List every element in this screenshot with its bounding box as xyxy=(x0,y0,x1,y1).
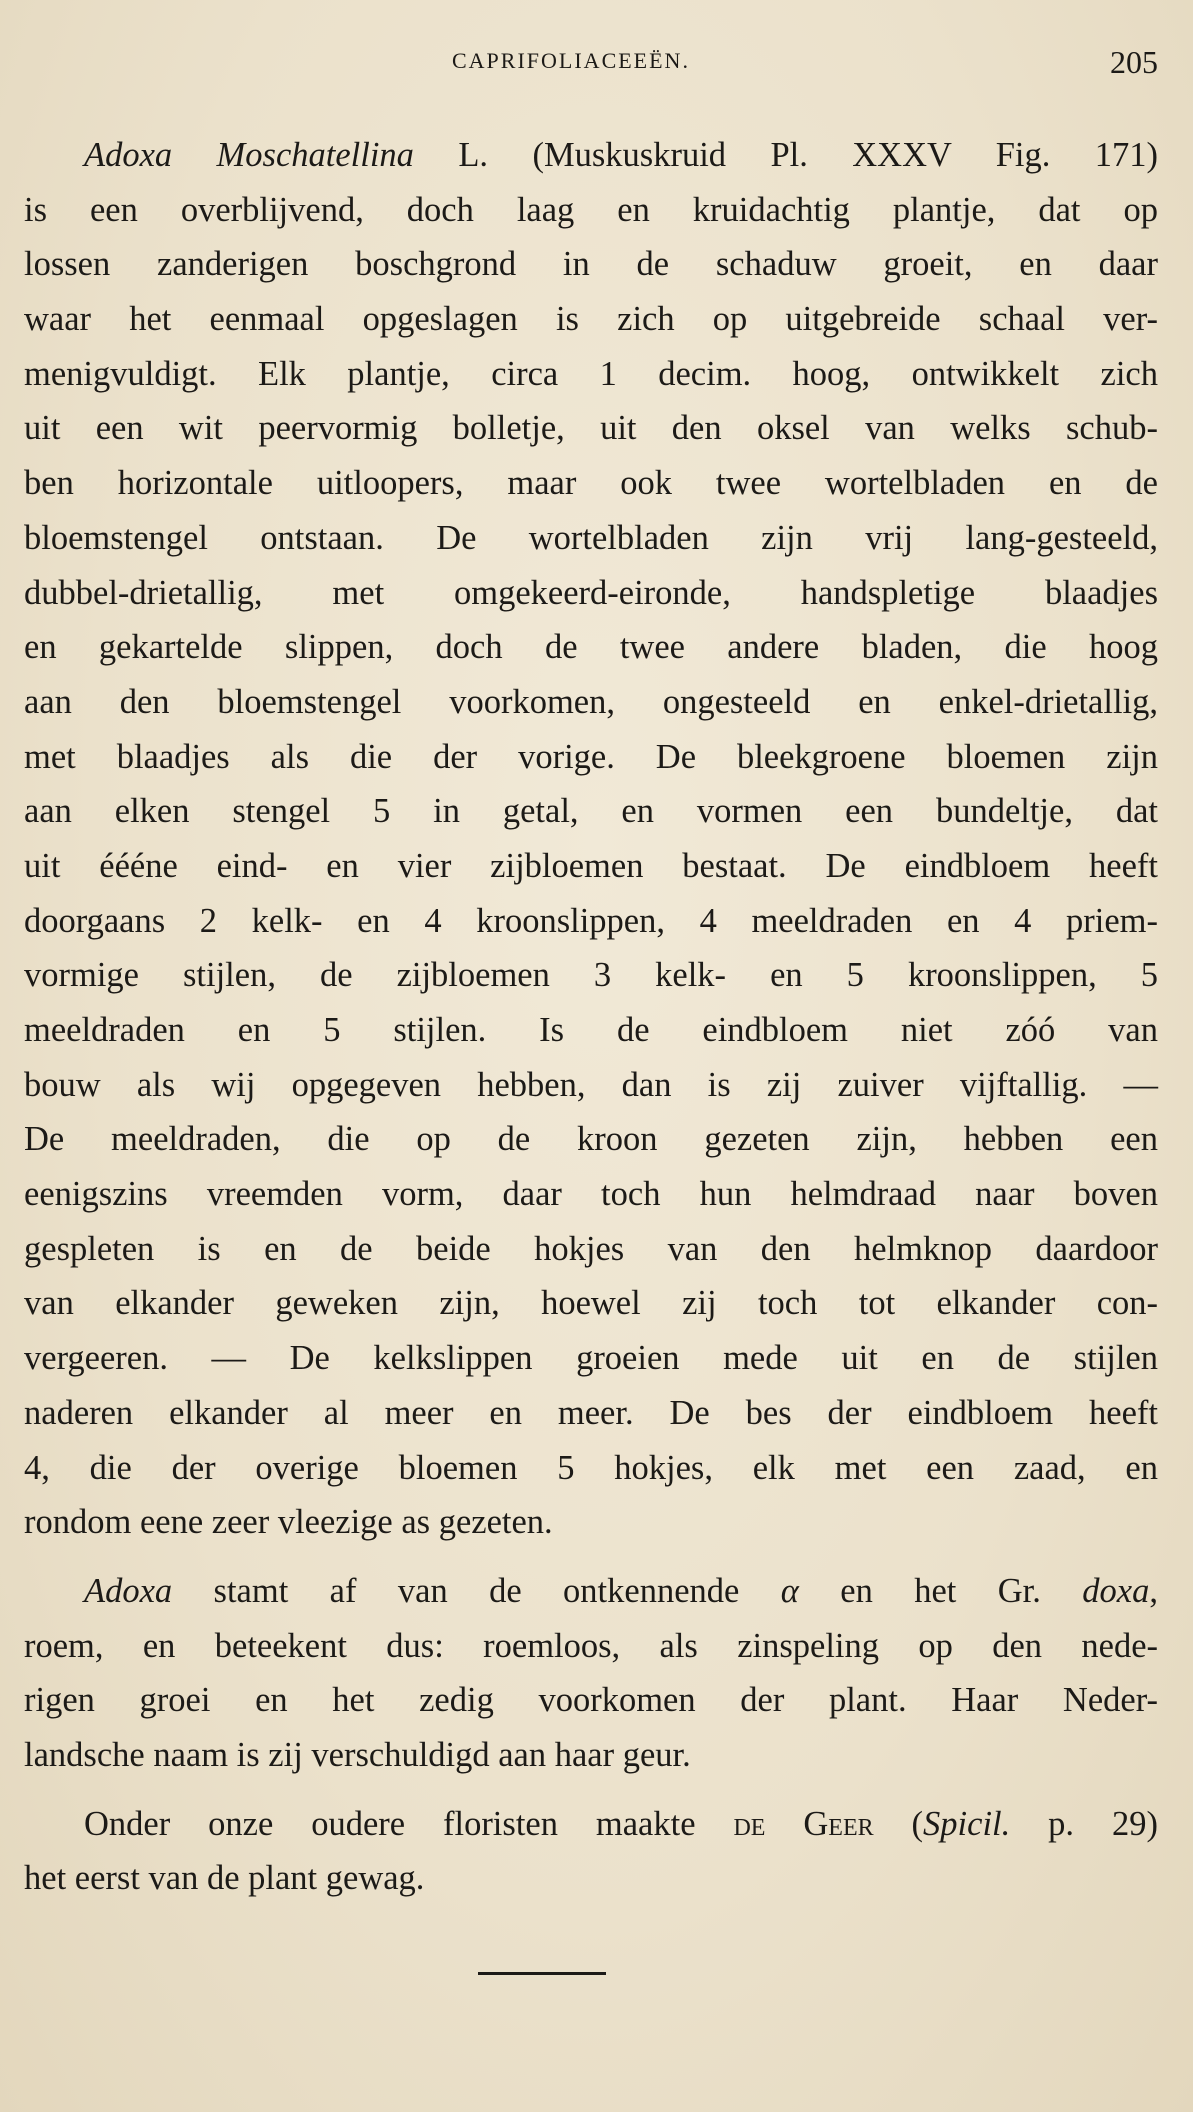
text-line: is een overblijvend, doch laag en kruidachtig plantje, dat op xyxy=(24,190,1158,229)
text-line: rigen groei en het zedig voorkomen der plant. Haar Neder- xyxy=(24,1681,1158,1720)
running-title: CAPRIFOLIACEEËN. xyxy=(452,48,690,73)
body-text xyxy=(24,128,1158,1906)
text-line: waar het eenmaal opgeslagen is zich op uitgebreide schaal ver- xyxy=(24,300,1158,339)
text-line: doorgaans 2 kelk- en 4 kroonslippen, 4 meeldraden en 4 priem- xyxy=(24,901,1158,940)
text-line: Onder onze oudere floristen maakte de Geer (Spicil. p. 29) xyxy=(84,1804,1158,1843)
page-number: 205 xyxy=(1110,44,1158,80)
text-line: lossen zanderigen boschgrond in de schaduw groeit, en daar xyxy=(24,245,1158,284)
text-line: met blaadjes als die der vorige. De bleekgroene bloemen zijn xyxy=(24,737,1158,776)
text-line: Adoxa stamt af van de ontkennende α en het Gr. doxa, xyxy=(84,1571,1158,1610)
text-line: roem, en beteekent dus: roemloos, als zinspeling op den nede- xyxy=(24,1626,1158,1665)
work-title: Spicil. xyxy=(923,1804,1011,1843)
text-line: landsche naam is zij verschuldigd aan haar geur. xyxy=(24,1735,691,1774)
text-line: uit een wit peervormig bolletje, uit den oksel van welks schub- xyxy=(24,409,1158,448)
text-line: dubbel-drietallig, met omgekeerd-eironde, handspletige blaadjes xyxy=(24,573,1158,612)
text-line: De meeldraden, die op de kroon gezeten zijn, hebben een xyxy=(24,1120,1158,1159)
text-line: het eerst van de plant gewag. xyxy=(24,1859,425,1898)
greek-word: doxa xyxy=(1082,1571,1150,1610)
author-name: de Geer xyxy=(733,1804,874,1843)
text-line: eenigszins vreemden vorm, daar toch hun helmdraad naar boven xyxy=(24,1175,1158,1214)
text-line: aan den bloemstengel voorkomen, ongesteeld en enkel-drietallig, xyxy=(24,682,1158,721)
text-line: bouw als wij opgegeven hebben, dan is zij zuiver vijftallig. — xyxy=(24,1065,1158,1104)
text-line: ben horizontale uitloopers, maar ook twee wortelbladen en de xyxy=(24,464,1158,503)
text-line: en gekartelde slippen, doch de twee andere bladen, die hoog xyxy=(24,628,1158,667)
running-head xyxy=(0,44,1193,84)
section-divider xyxy=(478,1972,606,1975)
text-line: Adoxa Moschatellina L. (Muskuskruid Pl. XXXV Fig. 171) xyxy=(84,136,1158,174)
text-line: vormige stijlen, de zijbloemen 3 kelk- en 5 kroonslippen, 5 xyxy=(24,956,1158,995)
text-line: naderen elkander al meer en meer. De bes der eindbloem heeft xyxy=(24,1393,1158,1432)
text-line: rondom eene zeer vleezige as gezeten. xyxy=(24,1503,553,1542)
genus-name: Adoxa xyxy=(84,1571,173,1610)
text-line: aan elken stengel 5 in getal, en vormen een bundeltje, dat xyxy=(24,792,1158,831)
species-name: Adoxa Moschatellina xyxy=(84,136,414,174)
text-line: meeldraden en 5 stijlen. Is de eindbloem niet zóó van xyxy=(24,1011,1158,1049)
text-line: menigvuldigt. Elk plantje, circa 1 decim. hoog, ontwikkelt zich xyxy=(24,354,1158,393)
text-line: uit éééne eind- en vier zijbloemen bestaat. De eindbloem heeft xyxy=(24,846,1158,885)
text-line: gespleten is en de beide hokjes van den helmknop daardoor xyxy=(24,1229,1158,1268)
text-line: vergeeren. — De kelkslippen groeien mede uit en de stijlen xyxy=(24,1339,1158,1378)
text-line: bloemstengel ontstaan. De wortelbladen zijn vrij lang-gesteeld, xyxy=(24,518,1158,557)
text-line: van elkander geweken zijn, hoewel zij toch tot elkander con- xyxy=(24,1284,1158,1323)
greek-alpha: α xyxy=(780,1571,799,1610)
text-line: 4, die der overige bloemen 5 hokjes, elk met een zaad, en xyxy=(24,1448,1158,1487)
